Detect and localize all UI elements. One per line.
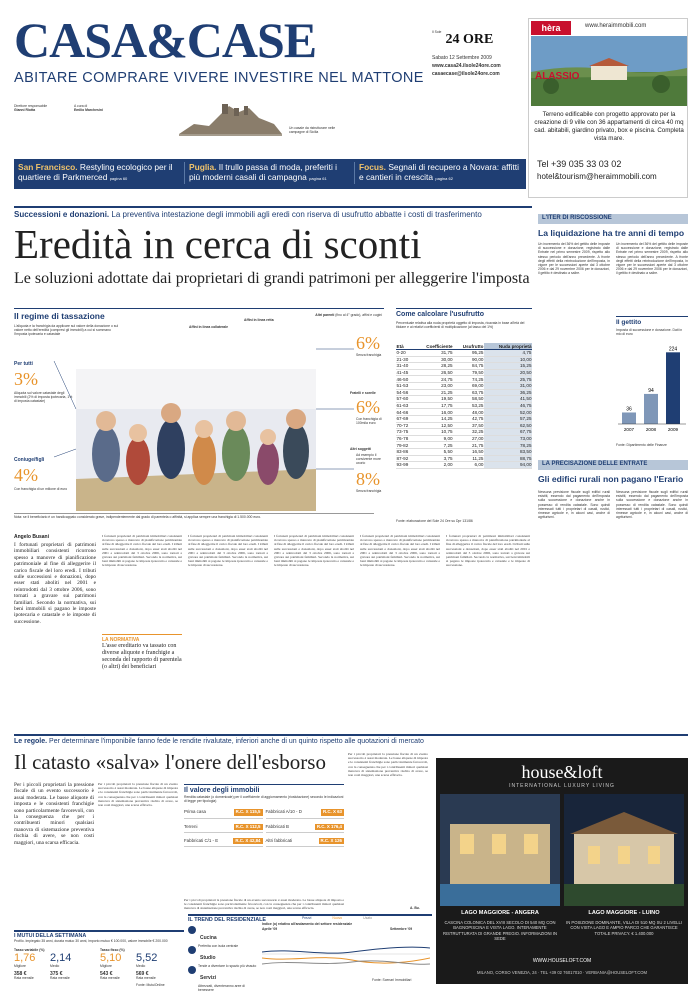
valore-cell-label: Altri fabbricati	[265, 837, 293, 843]
valore-grid	[184, 807, 344, 847]
gettito-chart-block	[616, 316, 688, 456]
mutui-fixed-label: Tasso fisso (%)	[100, 948, 125, 952]
cell-eta: 64-66	[396, 409, 409, 415]
precisazione-bar: LA PRECISAZIONE DELLE ENTRATE	[538, 460, 688, 470]
trend-legend	[302, 916, 372, 920]
cell-nuda: 31,00	[484, 382, 532, 389]
usufrutto-row	[396, 409, 532, 416]
normativa-text: L'asse ereditario va tassato con diverse aliquote e franchigie a seconda del rapporto di parentela (o altri) dei beneficiari	[102, 643, 182, 670]
valore-cell-label: Prima casa	[184, 809, 206, 815]
mutui-var-2-label: Medio	[50, 964, 60, 968]
cell-coefficiente: 12,50	[441, 422, 453, 428]
gettito-value-label: 94	[648, 388, 654, 395]
usufrutto-table	[396, 343, 532, 469]
teaser-1-place: San Francisco.	[18, 162, 78, 172]
cell-nuda: 67,75	[484, 429, 532, 436]
trend-item-3-label: Servizi	[200, 975, 217, 981]
cucina-icon	[188, 926, 196, 934]
mutui-fix-rate-2-label: Rata mensile	[136, 976, 156, 981]
valore-cell-value: R.C. X 176,4	[316, 823, 342, 829]
gettito-value-label: 36	[626, 406, 632, 413]
houseloft-photo-left	[440, 794, 560, 906]
iter-bar: L'ITER DI RISCOSSIONE	[538, 214, 688, 224]
main-col-3: I fortunati proprietari di patrimoni immobiliari consistenti ricorrono spesso a manovre di pianificazione patrimoniale al fine di alleggerire il carico fiscale del loro eredi. I tributi sulle successioni e donazioni, dopo esser stati aboliti nel 2001 e reintrodotti dal 3 ottobre 2006, sono tornati a gravare sui patrimoni familiari. Secondo la normativa, sui beni immobili si pagano le imposte ipotecaria e catastale e le imposte di successione.	[188, 534, 268, 568]
cell-nuda: 62,50	[484, 422, 532, 429]
mutui-var-rate-1-label: Rata mensile	[14, 976, 34, 981]
houseloft-photo-right	[564, 794, 684, 906]
legend-prezzi: Prezzi	[302, 916, 312, 920]
trend-block	[188, 914, 432, 992]
cell-coefficiente: 24,75	[441, 376, 453, 382]
trend-item-1	[188, 926, 258, 948]
cell-eta: 70-72	[396, 422, 409, 428]
trend-title: IL TREND DEL RESIDENZIALE	[188, 917, 266, 923]
sole24ore-logo	[432, 30, 493, 48]
hera-body: Terreno edificabile con progetto approvato per la creazione di 9 ville con 36 appartamenti di circa 40 mq cad. abitabili, giardino privato, box e piscina. Completa vista mare.	[534, 111, 684, 142]
mutui-fix-2-label: Medio	[136, 964, 146, 968]
cell-usufrutto: 32,25	[471, 429, 484, 435]
usufrutto-row	[396, 415, 532, 422]
cell-usufrutto: 11,25	[472, 455, 484, 461]
regime-right-2-label: Fratelli e sorelle	[350, 391, 376, 395]
cell-usufrutto: 53,25	[471, 403, 484, 409]
usufrutto-row	[396, 389, 532, 396]
col-usufrutto: Usufrutto	[462, 343, 484, 349]
regime-affini-retta: Affini in linea retta	[244, 318, 274, 322]
mutui-fix-1	[100, 953, 121, 968]
cell-coefficiente: 26,50	[441, 370, 453, 376]
houseloft-right-text: IN POSIZIONE DOMINANTE, VILLA DI 510 MQ SU 2 LIVELLI CON VISTA LAGO E AMPIO PARCO CHE GARANTISCE TOTALE PRIVACY. € 1.400.000	[566, 920, 682, 936]
teaser-3-place: Focus.	[359, 162, 386, 172]
houseloft-tagline: INTERNATIONAL LUXURY LIVING	[509, 783, 615, 789]
ad-houseloft[interactable]	[436, 758, 688, 984]
masthead-email[interactable]: casaecase@ilsole24ore.com	[432, 71, 500, 77]
gettito-bar-2009	[666, 353, 680, 425]
logo-pre: Il Sole	[432, 30, 442, 34]
mutui-fix-2	[136, 953, 157, 968]
mutui-var-1-value: 1,76	[14, 952, 36, 964]
cell-coefficiente: 23,00	[441, 383, 453, 389]
regime-right-3-detail: Ad esempio il convivente more uxorio	[356, 453, 381, 466]
director-name: Gianni Riotta	[14, 108, 36, 113]
valore-cell-value: R.C. X 63	[322, 809, 342, 815]
cell-usufrutto: 42,75	[471, 416, 484, 422]
mutui-fix-rate-1	[100, 972, 120, 980]
valore-cell	[266, 822, 345, 833]
cell-usufrutto: 48,00	[471, 409, 484, 415]
gettito-year-label: 2007	[623, 427, 635, 433]
teaser-3[interactable]	[354, 162, 524, 184]
cell-coefficiente: 14,25	[441, 416, 453, 422]
mutui-fix-rate-2	[136, 972, 156, 980]
regime-right-3-label: Altri soggetti	[350, 447, 371, 451]
cell-usufrutto: 58,50	[471, 396, 484, 402]
cell-nuda: 25,75	[484, 376, 532, 383]
valore-below-text: Per i piccoli proprietari la pressione fiscale di un evento successorio è assai moderata. Le basse aliquote di imposta e le consistenti franchigie sono particolarmente favorevoli, con la conseguenza che per i contribuenti minori qualsiasi manovra di sistemazione preventiva rischia di avere, se non costi maggiori, una scarsa efficacia.	[184, 898, 344, 911]
precisazione-title: Gli edifici rurali non pagano l'Erario	[538, 474, 684, 484]
mutui-var-1	[14, 953, 35, 968]
teaser-1-text: Restyling ecologico per il quartiere di Parkmerced	[18, 162, 173, 182]
cell-coefficiente: 19,50	[441, 396, 453, 402]
usufrutto-source: Fonte: elaborazione del Sole 24 Ore su Dpr 131/86	[396, 519, 473, 523]
houseloft-footer: MILANO, CORSO VENEZIA, 24 · TEL +39 02 76017010 · VERBANIA@HOUSELOFT.COM	[476, 970, 648, 975]
cell-usufrutto: 84,75	[471, 363, 484, 369]
usufrutto-table-block	[396, 308, 532, 528]
gettito-bar-2007	[622, 413, 636, 425]
cell-eta: 79-82	[396, 442, 409, 448]
teaser-2-place: Puglia.	[189, 162, 217, 172]
usufrutto-title: Come calcolare l'usufrutto	[396, 311, 485, 318]
main-kicker-text: La preventiva intestazione degli immobili agli eredi con riserva di usufrutto abbatte i costi di trasferimento	[111, 210, 482, 219]
cell-coefficiente: 3,75	[443, 455, 453, 461]
gettito-source: Fonte: Dipartimento delle Finanze	[616, 443, 667, 448]
usufrutto-row	[396, 455, 532, 462]
cell-nuda: 94,00	[484, 462, 532, 469]
usufrutto-row	[396, 429, 532, 436]
cell-nuda: 4,75	[484, 350, 532, 357]
trend-chart	[262, 916, 430, 984]
cell-nuda: 10,00	[484, 356, 532, 363]
mutui-var-2	[50, 953, 71, 968]
cell-nuda: 88,75	[484, 455, 532, 462]
usufrutto-row	[396, 448, 532, 455]
usufrutto-row	[396, 396, 532, 403]
trend-item-3	[188, 966, 258, 992]
trend-source: Fonte: Scenari Immobiliari	[372, 978, 412, 982]
teaser-1-page: pagina 60	[109, 176, 128, 181]
valore-cell	[184, 807, 263, 818]
houseloft-left-title: LAGO MAGGIORE - ANGERA	[461, 910, 539, 916]
main-lead	[14, 542, 96, 625]
iter-text: Un incremento del 36% del gettito delle imposte di successione e donazione, registrato dalle Entrate nel primo semestre 2009, rispetto allo stesso periodo dell'anno precedente. A fronte degli effetti della reintroduzione dell'imposta, in vigore per le successioni aperte dal 3 ottobre 2006 e dal 29 novembre 2006 per le donazioni, il gettito è destinato a salire.	[538, 242, 610, 276]
main-col-4: I fortunati proprietari di patrimoni immobiliari consistenti ricorrono spesso a manovre di pianificazione patrimoniale al fine di alleggerire il carico fiscale del loro eredi. I tributi sulle successioni e donazioni, dopo esser stati aboliti nel 2001 e reintrodotti dal 3 ottobre 2006, sono tornati a gravare sui patrimoni familiari. Secondo la normativa, sui beni immobili si pagano le imposte ipotecaria e catastale e le imposte di successione.	[274, 534, 354, 568]
regime-graphic	[14, 308, 384, 528]
normativa-title: LA NORMATIVA	[102, 637, 140, 643]
cell-nuda: 73,00	[484, 435, 532, 442]
valore-block	[184, 784, 344, 894]
cell-coefficiente: 17,75	[441, 403, 453, 409]
usufrutto-row	[396, 350, 532, 357]
houseloft-left-text: CASCINA COLONICA DEL XVIII SECOLO DI 540 MQ CON BAGNOPISCINA E VISTA LAGO. INTERAMENTE RISTRUTTURATA DI GRANDE PREGIO. INFORMAZIONI IN SEDE	[442, 920, 558, 942]
mutui-fix-rate-1-value: 543 €	[100, 971, 113, 977]
hera-location: ALASSIO	[535, 71, 580, 82]
gettito-bar-2008	[644, 394, 658, 424]
regole-top-rule	[14, 734, 688, 736]
valore-cell	[184, 822, 263, 833]
cell-usufrutto: 27,00	[471, 436, 484, 442]
cell-eta: 87-92	[396, 455, 409, 461]
cell-eta: 67-69	[396, 416, 409, 422]
trend-chart-title: Indice (o) relativo all'andamento del settore residenziale	[262, 922, 353, 926]
cell-nuda: 41,50	[484, 396, 532, 403]
mutui-fix-rate-2-value: 569 €	[136, 971, 149, 977]
masthead-url[interactable]: www.casa24.ilsole24ore.com	[432, 63, 501, 69]
col-coefficiente: Coefficiente	[426, 343, 453, 349]
col-eta: Età	[396, 343, 404, 349]
regime-title: Il regime di tassazione	[14, 311, 105, 321]
valore-title: Il valore degli immobili	[184, 787, 260, 794]
cell-coefficiente: 16,00	[441, 409, 453, 415]
masthead-photo	[174, 94, 284, 136]
usufrutto-row	[396, 402, 532, 409]
cell-eta: 61-63	[396, 403, 409, 409]
main-col-2: I fortunati proprietari di patrimoni immobiliari consistenti ricorrono spesso a manovre di pianificazione patrimoniale al fine di alleggerire il carico fiscale del loro eredi. I tributi sulle successioni e donazioni, dopo esser stati aboliti nel 2001 e reintrodotti dal 3 ottobre 2006, sono tornati a gravare sui patrimoni familiari. Secondo la normativa, sui beni immobili si pagano le imposte ipotecaria e catastale e le imposte di successione.	[102, 534, 182, 568]
trend-lines	[262, 932, 430, 976]
gettito-value-label: 224	[668, 346, 678, 353]
usufrutto-row	[396, 442, 532, 449]
regime-right-3-pct: 8%	[356, 469, 380, 489]
regime-connector-lines	[14, 309, 384, 529]
main-body	[14, 534, 532, 730]
mutui-var-rate-2-label: Rata mensile	[50, 976, 70, 981]
main-kicker-label: Successioni e donazioni.	[14, 210, 110, 219]
mutui-fix-1-value: 5,10	[100, 952, 122, 964]
gettito-year-label: 2009	[667, 427, 679, 433]
valore-cell-label: Terreni	[184, 823, 198, 829]
mutui-var-rate-1	[14, 972, 34, 980]
regime-box1-pct: 3%	[14, 369, 38, 389]
legend-usato: Usato	[363, 916, 372, 920]
regole-lead	[14, 782, 94, 846]
usufrutto-row	[396, 382, 532, 389]
mutui-title: I MUTUI DELLA SETTIMANA	[14, 933, 87, 939]
mutui-var-1-label: Migliore	[14, 964, 26, 968]
cell-eta: 46-50	[396, 376, 409, 382]
editor-label: A cura di	[74, 104, 88, 108]
trend-item-3-sub: Attrezzati, diventeranno aree di benessere	[198, 984, 245, 992]
mutui-var-rate-2-value: 375 €	[50, 971, 63, 977]
mutui-var-rate-2	[50, 972, 70, 980]
cell-coefficiente: 31,75	[441, 350, 453, 356]
cell-coefficiente: 9,00	[443, 436, 453, 442]
regime-right-3-sub: Senza franchigia	[356, 489, 382, 493]
mutui-var-rate-1-value: 358 €	[14, 971, 27, 977]
valore-cell-value: R.C. X 126	[320, 837, 342, 843]
regime-right-1-pct: 6%	[356, 333, 380, 353]
main-lead-text: I fortunati proprietari di patrimoni immobiliari consistenti ricorrono spesso a manovre di pianificazione patrimoniale al fine di alleggerire il carico fiscale del loro eredi. I tributi sulle successioni e donazioni, dopo esser stati aboliti nel 2001 e reintrodotti dal 3 ottobre 2006, sono tornati a gravare sui patrimoni familiari. Secondo la normativa, sui beni immobili si pagano le imposte ipotecaria e catastale e le imposte di successione.	[14, 542, 96, 625]
teaser-3-text: Segnali di recupero a Novara: affitti e cantieri in crescita	[359, 162, 519, 182]
teaser-1[interactable]	[18, 162, 178, 184]
main-subhead: Le soluzioni adottate dai proprietari di grandi patrimoni per alleggerire l'imposta	[14, 270, 530, 287]
cell-nuda: 15,25	[484, 363, 532, 370]
cell-nuda: 57,25	[484, 415, 532, 422]
trend-x-start: Aprile '09	[262, 927, 278, 931]
mutui-profile: Profilo. Impiegato 35 anni, durata mutuo 30 anni, importo mutuo € 100.000, valore immobile € 200.000	[14, 939, 168, 943]
cell-eta: 76-78	[396, 436, 409, 442]
mutui-fix-2-value: 5,52	[136, 952, 158, 964]
houseloft-site[interactable]: WWW.HOUSELOFT.COM	[532, 958, 592, 964]
regole-kicker	[14, 738, 688, 745]
right-1-detail: (fino al 4° grado), affini e cugini	[335, 313, 382, 317]
cell-coefficiente: 28,25	[441, 363, 453, 369]
mutui-fix-rate-1-label: Rata mensile	[100, 976, 120, 981]
main-col-5: I fortunati proprietari di patrimoni immobiliari consistenti ricorrono spesso a manovre di pianificazione patrimoniale al fine di alleggerire il carico fiscale del loro eredi. I tributi sulle successioni e donazioni, dopo esser stati aboliti nel 2001 e reintrodotti dal 3 ottobre 2006, sono tornati a gravare sui patrimoni familiari. Secondo la normativa, sui beni immobili si pagano le imposte ipotecaria e catastale e le imposte di successione.	[360, 534, 440, 568]
cell-usufrutto: 69,00	[471, 383, 484, 389]
mutui-source: Fonte: MutuiOnline	[136, 983, 165, 987]
cell-nuda: 78,25	[484, 442, 532, 449]
cell-nuda: 36,25	[484, 389, 532, 396]
usufrutto-row	[396, 363, 532, 370]
editor-name: Emilio Marchesini	[74, 108, 103, 113]
cell-coefficiente: 30,00	[441, 356, 453, 362]
trend-item-1-sub: Preferita con isola centrale	[198, 944, 239, 948]
valore-cell-value: R.C. X 115,5	[235, 809, 261, 815]
cell-usufrutto: 21,75	[471, 442, 484, 448]
col-nuda: Nuda proprietà	[484, 343, 532, 350]
cell-coefficiente: 7,25	[443, 442, 453, 448]
regole-headline: Il catasto «salva» l'onere dell'esborso	[14, 750, 326, 774]
valore-intro: Rendita catastale (o domenicale) per il coefficiente di aggiornamento (rivalutazione) secondo le indicazioni di legge per tipologia)	[184, 795, 344, 804]
legend-nuovo: Nuovo	[332, 916, 343, 920]
regime-right-1	[282, 313, 382, 317]
teaser-2[interactable]	[184, 162, 344, 184]
gettito-year-label: 2008	[645, 427, 657, 433]
main-byline: Angelo Busani	[14, 534, 50, 540]
regime-intro: L'aliquota e la franchigia da applicare sul valore della donazione o sul valore netto dell'eredità (compresi gli immobili) a cui si sommano l'imposta ipotecaria e catastale	[14, 324, 119, 337]
cell-nuda: 46,75	[484, 402, 532, 409]
regole-kicker-text: Per determinare l'imponibile fanno fede le rendite rivalutate, inferiori anche di un quinto rispetto alle quotazioni di mercato	[49, 738, 424, 745]
cell-usufrutto: 95,25	[471, 350, 484, 356]
precisazione-text: Nessuna previsione fiscale sugli edifici rurali esistiti, essendo dal pagamento dell'imposta sulla successione e donazione anche in possesso di rendita catastale. Sono quindi interessati tutti i proprietari di casali, rustici, rimesse agricole e, in alcuni casi, anche di agriturismi.	[538, 490, 610, 520]
cell-nuda: 52,00	[484, 409, 532, 416]
valore-cell-label: Fabbricati A/10 - D	[265, 809, 302, 815]
trend-item-2-label: Studio	[200, 955, 216, 961]
director-label: Direttore responsabile	[14, 104, 48, 108]
precisazione-text-2: Nessuna previsione fiscale sugli edifici rurali esistiti, essendo dal pagamento dell'imposta sulla successione e donazione anche in possesso di rendita catastale. Sono quindi interessati tutti i proprietari di casali, rustici, rimesse agricole e, in alcuni casi, anche di agriturismi.	[616, 490, 688, 520]
iter-title: La liquidazione ha tre anni di tempo	[538, 228, 685, 238]
regime-right-2-pct: 6%	[356, 397, 380, 417]
regime-box2-label: Coniuge/figli	[14, 457, 45, 463]
servizi-icon	[188, 966, 196, 974]
main-headline: Eredità in cerca di sconti	[14, 221, 422, 267]
teaser-3-page: pagina 62	[435, 176, 453, 181]
usufrutto-row	[396, 435, 532, 442]
mutui-block	[14, 930, 184, 986]
cell-coefficiente: 5,50	[443, 449, 453, 455]
usufrutto-row	[396, 422, 532, 429]
masthead	[14, 14, 534, 134]
iter-text-2: Un incremento del 36% del gettito delle imposte di successione e donazione, registrato dalle Entrate nel primo semestre 2009, rispetto allo stesso periodo dell'anno precedente. A fronte degli effetti della reintroduzione dell'imposta, in vigore per le successioni aperte dal 3 ottobre 2006 e dal 29 novembre 2006 per le donazioni, il gettito è destinato a salire.	[616, 242, 688, 276]
regime-affini-collaterale: Affini in linea collaterale	[189, 325, 229, 329]
cell-coefficiente: 2,00	[443, 462, 453, 468]
usufrutto-row	[396, 462, 532, 469]
valore-cell	[266, 807, 345, 818]
hera-url[interactable]: www.heraimmobili.com	[585, 23, 647, 29]
masthead-date: Sabato 12 Settembre 2009	[432, 55, 492, 61]
usufrutto-intro: Percentuale relativa alla nuda proprietà oggetto di imposta, ricavata in base all'età del titolare e ai relativi coefficienti di moltiplicazione (al tasso del 1%)	[396, 321, 525, 330]
main-kicker	[14, 210, 534, 219]
usufrutto-row	[396, 356, 532, 363]
regole-signature: A. Bu.	[410, 906, 420, 910]
cell-eta: 73-75	[396, 429, 409, 435]
masthead-title: CASA&CASE	[14, 12, 317, 68]
hera-tel[interactable]: Tel +39 035 33 03 02	[537, 159, 622, 169]
cell-eta: 57-60	[396, 396, 409, 402]
cell-usufrutto: 74,25	[471, 376, 484, 382]
hera-email[interactable]: hotel&tourism@heraimmobili.com	[537, 172, 657, 181]
trend-item-2	[188, 946, 258, 968]
regime-right-1-sub: Senza franchigia	[356, 353, 382, 357]
normativa-box	[102, 634, 182, 671]
regole-col-2: Per i piccoli proprietari la pressione fiscale di un evento successorio è assai moderata. Le basse aliquote di imposta e le consistenti franchigie sono particolarmente favorevoli, con la conseguenza che per i contribuenti minori qualsiasi manovra di sistemazione preventiva rischia di avere, se non costi maggiori, una scarsa efficacia.	[98, 782, 178, 808]
mutui-variable-label: Tasso variabile (%)	[14, 948, 45, 952]
teaser-2-page: pagina 61	[309, 176, 327, 181]
right-1-label: Altri parenti	[315, 313, 335, 317]
trend-item-1-label: Cucina	[200, 935, 217, 941]
mutui-var-2-value: 2,14	[50, 952, 72, 964]
regime-box1-text: Aliquota sul valore catastale degli immobili (2% di imposta ipotecaria, 1% di imposta catastale)	[14, 391, 73, 404]
regole-lead-text: Per i piccoli proprietari la pressione fiscale di un evento successorio è assai moderata. Le basse aliquote di imposta e le consistenti franchigie sono particolarmente favorevoli, con la conseguenza che per i contribuenti minori qualsiasi manovra di sistemazione preventiva rischia di avere, se non costi maggiori, una scarsa efficacia.	[14, 782, 94, 846]
photo-caption: Un casale da ristrutturare nelle campagne di Sicilia	[289, 126, 336, 135]
main-col-6: I fortunati proprietari di patrimoni immobiliari consistenti ricorrono spesso a manovre di pianificazione patrimoniale al fine di alleggerire il carico fiscale del loro eredi. I tributi sulle successioni e donazioni, dopo esser stati aboliti nel 2001 e reintrodotti dal 3 ottobre 2006, sono tornati a gravare sui patrimoni familiari. Secondo la normativa, sui beni immobili si pagano le imposte ipotecaria e catastale e le imposte di successione.	[446, 534, 530, 568]
cell-eta: 93-99	[396, 462, 409, 468]
logo-text: 24 ORE	[445, 32, 494, 47]
gettito-subtitle: Imposta di successione e donazione. Dati in mio di euro	[616, 328, 683, 337]
cell-usufrutto: 37,50	[471, 422, 484, 428]
cell-eta: 51-53	[396, 383, 409, 389]
teaser-2-text: Il trullo passa di moda, preferiti i più moderni casali di campagna	[189, 162, 338, 182]
regime-right-2-sub: Con franchigia di 100mila euro	[356, 417, 382, 426]
cell-nuda: 20,50	[484, 369, 532, 376]
masthead-tagline: ABITARE COMPRARE VIVERE INVESTIRE NEL MATTONE	[14, 70, 424, 86]
masthead-editor	[74, 104, 124, 112]
cell-eta: 41-45	[396, 370, 409, 376]
trend-x-end: Settembre '09	[390, 927, 413, 931]
cell-eta: 54-56	[396, 389, 409, 395]
cell-usufrutto: 79,50	[471, 370, 484, 376]
regime-note: Nota: se il beneficiario è un handicappato considerato grave, indipendentemente dal grado di parentela o affinità, si applica sempre una franchigia di 1.500.000 euro.	[14, 513, 374, 519]
cell-coefficiente: 10,75	[441, 429, 453, 435]
main-top-rule	[14, 206, 532, 208]
usufrutto-row	[396, 369, 532, 376]
cell-usufrutto: 63,75	[471, 389, 484, 395]
mutui-fix-1-label: Migliore	[100, 964, 112, 968]
regole-kicker-label: Le regole.	[14, 738, 48, 745]
houseloft-right-title: LAGO MAGGIORE - LUINO	[588, 910, 660, 916]
cell-eta: 83-86	[396, 449, 409, 455]
houseloft-brand: house&loft	[521, 762, 603, 782]
cell-usufrutto: 6,00	[474, 462, 484, 468]
regime-box2-pct: 4%	[14, 465, 38, 485]
teasers-bar	[14, 159, 526, 189]
valore-cell-label: Fabbricati B	[265, 823, 289, 829]
cell-eta: 0-20	[396, 350, 406, 356]
regole-col-3: Per i piccoli proprietari la pressione fiscale di un evento successorio è assai moderata. Le basse aliquote di imposta e le consistenti franchigie sono particolarmente favorevoli, con la conseguenza che per i contribuenti minori qualsiasi manovra di sistemazione preventiva rischia di avere, se non costi maggiori, una scarsa efficacia.	[348, 752, 428, 778]
masthead-director	[14, 104, 64, 112]
gettito-title: Il gettito	[616, 319, 642, 326]
valore-cell	[184, 836, 263, 847]
valore-cell	[266, 836, 345, 847]
cell-usufrutto: 16,50	[471, 449, 484, 455]
regime-box2-text: Con franchigia di un milione di euro	[14, 487, 68, 491]
cell-eta: 31-40	[396, 363, 409, 369]
cell-eta: 21-30	[396, 356, 409, 362]
regime-box1-label: Per tutti	[14, 361, 33, 367]
cell-nuda: 83,50	[484, 448, 532, 455]
trend-item-2-sub: Tende a diventare lo spazio più vissuto	[198, 964, 257, 968]
valore-cell-label: Fabbricati C/1 - E	[184, 837, 219, 843]
cell-usufrutto: 90,00	[471, 356, 484, 362]
valore-cell-value: R.C. X 42,84	[235, 837, 261, 843]
hera-logo: hèra	[531, 21, 571, 35]
usufrutto-row	[396, 376, 532, 383]
gettito-chart	[616, 338, 688, 438]
cell-coefficiente: 21,25	[441, 389, 453, 395]
ad-hera[interactable]	[528, 18, 688, 198]
valore-cell-value: R.C. X 112,5	[235, 823, 261, 829]
studio-icon	[188, 946, 196, 954]
